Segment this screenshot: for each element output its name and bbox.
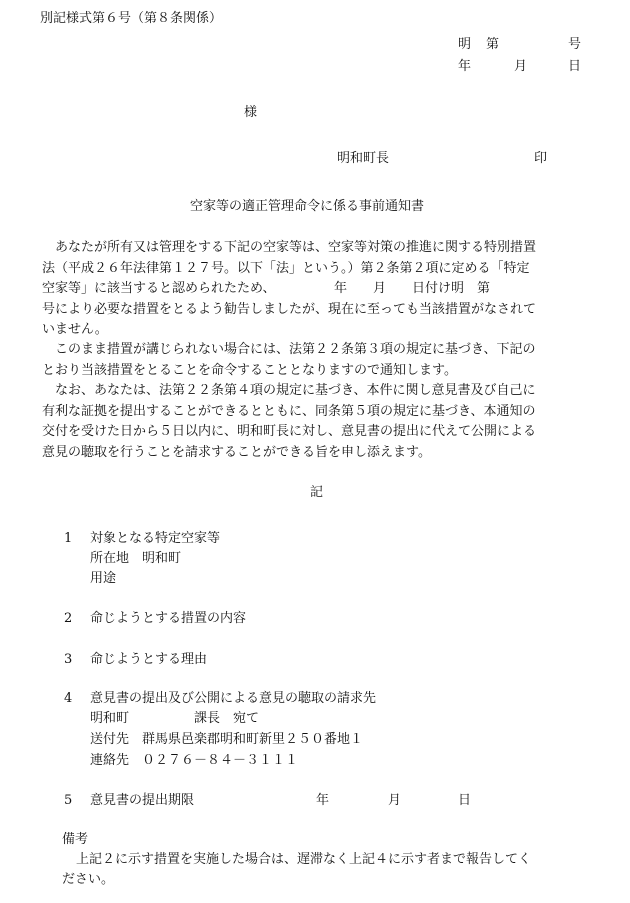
item-title: 命じようとする措置の内容: [90, 611, 247, 626]
item-detail-use: 用途: [90, 571, 117, 586]
item-number: 3: [64, 652, 73, 667]
item-detail-phone: 連絡先 ０２７６－８４－３１１１: [90, 753, 299, 768]
number-dai: 第: [486, 37, 500, 52]
deadline-year: 年: [316, 793, 330, 808]
item-title: 命じようとする理由: [90, 652, 208, 667]
date-day: 日: [568, 59, 582, 74]
addressee-suffix: 様: [244, 105, 258, 120]
date-month: 月: [514, 59, 528, 74]
body-line: なお、あなたは、法第２２条第４項の規定に基づき、本件に関し意見書及び自己に: [55, 383, 536, 398]
sender-name: 明和町長: [337, 151, 390, 166]
document-title: 空家等の適正管理命令に係る事前通知書: [190, 199, 425, 214]
item-number: 2: [64, 611, 73, 626]
item-detail-location: 所在地 明和町: [90, 551, 182, 566]
number-prefix: 明: [458, 37, 472, 52]
body-line: 交付を受けた日から５日以内に、明和町長に対し、意見書の提出に代えて公開による: [42, 424, 537, 439]
body-paragraph-2: [42, 340, 590, 381]
item-detail-recipient: 明和町 課長 宛て: [90, 711, 260, 726]
item-number: 1: [64, 531, 73, 546]
item-title: 対象となる特定空家等: [90, 531, 221, 546]
body-line: 法（平成２６年法律第１２７号。以下「法」という。）第２条第２項に定める「特定: [42, 260, 530, 276]
remarks-line: 上記２に示す措置を実施した場合は、遅滞なく上記４に示す者まで報告してく: [76, 852, 532, 867]
body-paragraph-3: [42, 381, 590, 463]
body-line: 空家等」に該当すると認められたため、 年 月 日付け明 第: [42, 281, 490, 296]
remarks-heading: 備考: [62, 832, 89, 847]
body-line: 意見の聴取を行うことを請求することができる旨を申し添えます。: [42, 444, 431, 460]
body-paragraph-1: [42, 238, 590, 341]
item-title: 意見書の提出及び公開による意見の聴取の請求先: [90, 691, 377, 706]
seal-mark: 印: [534, 151, 548, 166]
item-number: 5: [64, 793, 73, 808]
remarks-line: ださい。: [62, 872, 115, 887]
deadline-month: 月: [388, 793, 402, 808]
deadline-day: 日: [458, 793, 472, 808]
item-detail-address: 送付先 群馬県邑楽郡明和町新里２５０番地１: [90, 732, 364, 747]
body-line: いません。: [42, 322, 108, 337]
item-title: 意見書の提出期限: [90, 793, 195, 808]
body-line: あなたが所有又は管理をする下記の空家等は、空家等対策の推進に関する特別措置: [55, 240, 537, 255]
number-go: 号: [568, 37, 582, 52]
body-line: このまま措置が講じられない場合には、法第２２条第３項の規定に基づき、下記の: [55, 342, 536, 357]
date-year: 年: [458, 59, 472, 74]
ki-heading: 記: [310, 485, 324, 500]
body-line: とおり当該措置をとることを命令することとなりますので通知します。: [42, 362, 457, 378]
item-number: 4: [64, 691, 73, 706]
body-line: 有利な証拠を提出することができるとともに、同条第５項の規定に基づき、本通知の: [42, 403, 536, 419]
body-line: 号により必要な措置をとるよう勧告しましたが、現在に至っても当該措置がなされて: [42, 301, 537, 317]
form-label: 別記様式第６号（第８条関係）: [40, 11, 223, 26]
